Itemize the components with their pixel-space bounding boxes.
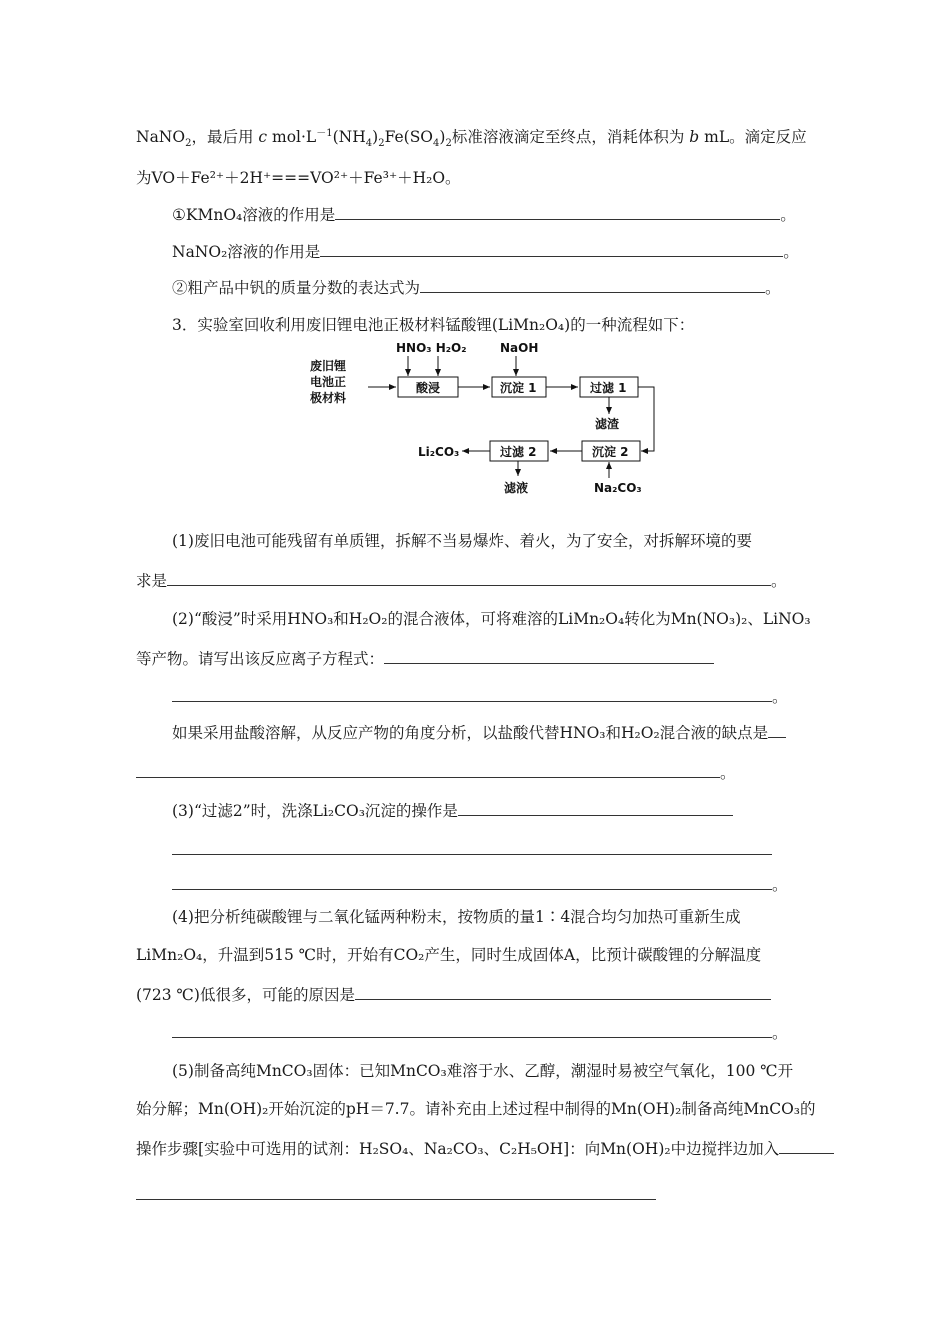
- text-line: NaNO$_2$，最后用 c $mol\cdot L^{-1}(NH_4)_2Fe(SO_4)_2$标准溶液滴定至终点，消耗体积为 b mL。滴定反应: [136, 127, 807, 150]
- product-label: Li₂CO₃: [418, 445, 460, 459]
- process-flow-diagram: [310, 338, 670, 500]
- text: 。: [772, 876, 788, 894]
- question-line: [172, 277, 781, 299]
- text: c: [258, 128, 268, 146]
- text-line: 为VO＋Fe²⁺＋2H⁺===VO²⁺＋Fe³⁺＋H₂O。: [136, 169, 461, 187]
- answer-blank[interactable]: [420, 278, 765, 293]
- text: ，最后用: [191, 128, 254, 146]
- answer-blank[interactable]: [384, 649, 714, 664]
- text: 。: [771, 572, 787, 590]
- question-title: 3．实验室回收利用废旧锂电池正极材料锰酸锂(LiMn₂O₄)的一种流程如下：: [172, 316, 695, 334]
- text-line: LiMn₂O₄，升温到515 ℃时，开始有CO₂产生，同时生成固体A，比预计碳酸锂的分解温度: [136, 946, 762, 964]
- text: 求是: [136, 572, 168, 590]
- residue-label: 滤渣: [595, 417, 620, 431]
- question-line: [136, 1138, 834, 1160]
- text: 标准溶液滴定至终点，消耗体积为: [451, 128, 685, 146]
- text: 。: [772, 688, 788, 706]
- text-line: (5)制备高纯MnCO₃固体：已知MnCO₃难溶于水、乙醇，潮湿时易被空气氧化，100 ℃开: [172, 1062, 794, 1080]
- answer-blank[interactable]: [458, 801, 733, 816]
- answer-blank[interactable]: [335, 205, 780, 220]
- text: mL。滴定反应: [699, 128, 807, 146]
- text: ): [372, 128, 379, 146]
- answer-blank[interactable]: [355, 985, 771, 1000]
- answer-blank[interactable]: [167, 571, 771, 586]
- answer-blank[interactable]: [172, 687, 772, 702]
- text-line: (4)把分析纯碳酸锂与二氧化锰两种粉末，按物质的量1∶4混合均匀加热可重新生成: [172, 908, 741, 926]
- start-label-2: 电池正: [310, 375, 347, 389]
- text-line: 始分解；Mn(OH)₂开始沉淀的pH＝7.7。请补充由上述过程中制得的Mn(OH)₂制备高纯MnCO₃的: [136, 1100, 816, 1118]
- text: 。: [780, 206, 796, 224]
- start-label-3: 极材料: [310, 391, 347, 405]
- text: 。: [765, 279, 781, 297]
- answer-blank[interactable]: [172, 854, 772, 855]
- box-acid-label: 酸浸: [416, 381, 441, 395]
- text: ②粗产品中钒的质量分数的表达式为: [172, 279, 421, 297]
- question-line: [136, 762, 736, 784]
- box-filt1-label: 过滤 1: [590, 381, 627, 395]
- answer-blank[interactable]: [136, 1199, 656, 1200]
- reagent-na2co3: Na₂CO₃: [594, 481, 642, 495]
- text: Fe(SO: [384, 128, 434, 146]
- box-ppt2-label: 沉淀 2: [592, 445, 629, 459]
- answer-blank[interactable]: [172, 1023, 772, 1038]
- answer-blank[interactable]: [779, 1139, 834, 1154]
- text: 如果采用盐酸溶解，从反应产物的角度分析，以盐酸代替HNO₃和H₂O₂混合液的缺点是: [172, 724, 769, 742]
- answer-blank[interactable]: [172, 875, 772, 890]
- text: 等产物。请写出该反应离子方程式：: [136, 650, 385, 668]
- text: NaNO: [136, 128, 186, 146]
- question-line: [172, 241, 799, 263]
- start-label-1: 废旧锂: [310, 359, 347, 373]
- text: (NH: [332, 128, 366, 146]
- question-line: [172, 686, 788, 708]
- reagent-naoh: NaOH: [500, 341, 539, 355]
- filtrate-label: 滤液: [504, 481, 529, 495]
- question-line: [172, 722, 786, 744]
- text-line: (2)“酸浸”时采用HNO₃和H₂O₂的混合液体，可将难溶的LiMn₂O₄转化为Mn(NO₃)₂、LiNO₃: [172, 610, 811, 628]
- text: 。: [720, 764, 736, 782]
- question-line: [172, 204, 796, 226]
- question-line: [136, 984, 771, 1006]
- question-line: [172, 874, 788, 896]
- text-line: (1)废旧电池可能残留有单质锂，拆解不当易爆炸、着火，为了安全，对拆解环境的要: [172, 532, 752, 550]
- question-line: [172, 1022, 788, 1044]
- text: mol·L: [267, 128, 317, 146]
- text: b: [689, 128, 700, 146]
- box-filt2-label: 过滤 2: [500, 445, 537, 459]
- text: (723 ℃)低很多，可能的原因是: [136, 986, 355, 1004]
- text: NaNO₂溶液的作用是: [172, 243, 321, 261]
- text: (3)“过滤2”时，洗涤Li₂CO₃沉淀的操作是: [172, 802, 458, 820]
- answer-blank[interactable]: [136, 763, 720, 778]
- question-line: [172, 800, 733, 822]
- question-line: [136, 648, 714, 670]
- text: 。: [783, 243, 799, 261]
- answer-blank[interactable]: [320, 242, 783, 257]
- question-line: [136, 570, 787, 592]
- text: 操作步骤[实验中可选用的试剂：H₂SO₄、Na₂CO₃、C₂H₅OH]：向Mn(OH)₂中边搅拌边加入: [136, 1140, 780, 1158]
- text: 。: [772, 1024, 788, 1042]
- box-ppt1-label: 沉淀 1: [500, 381, 537, 395]
- text: ①KMnO₄溶液的作用是: [172, 206, 336, 224]
- answer-blank[interactable]: [768, 723, 786, 738]
- reagent-acid: HNO₃ H₂O₂: [396, 341, 467, 355]
